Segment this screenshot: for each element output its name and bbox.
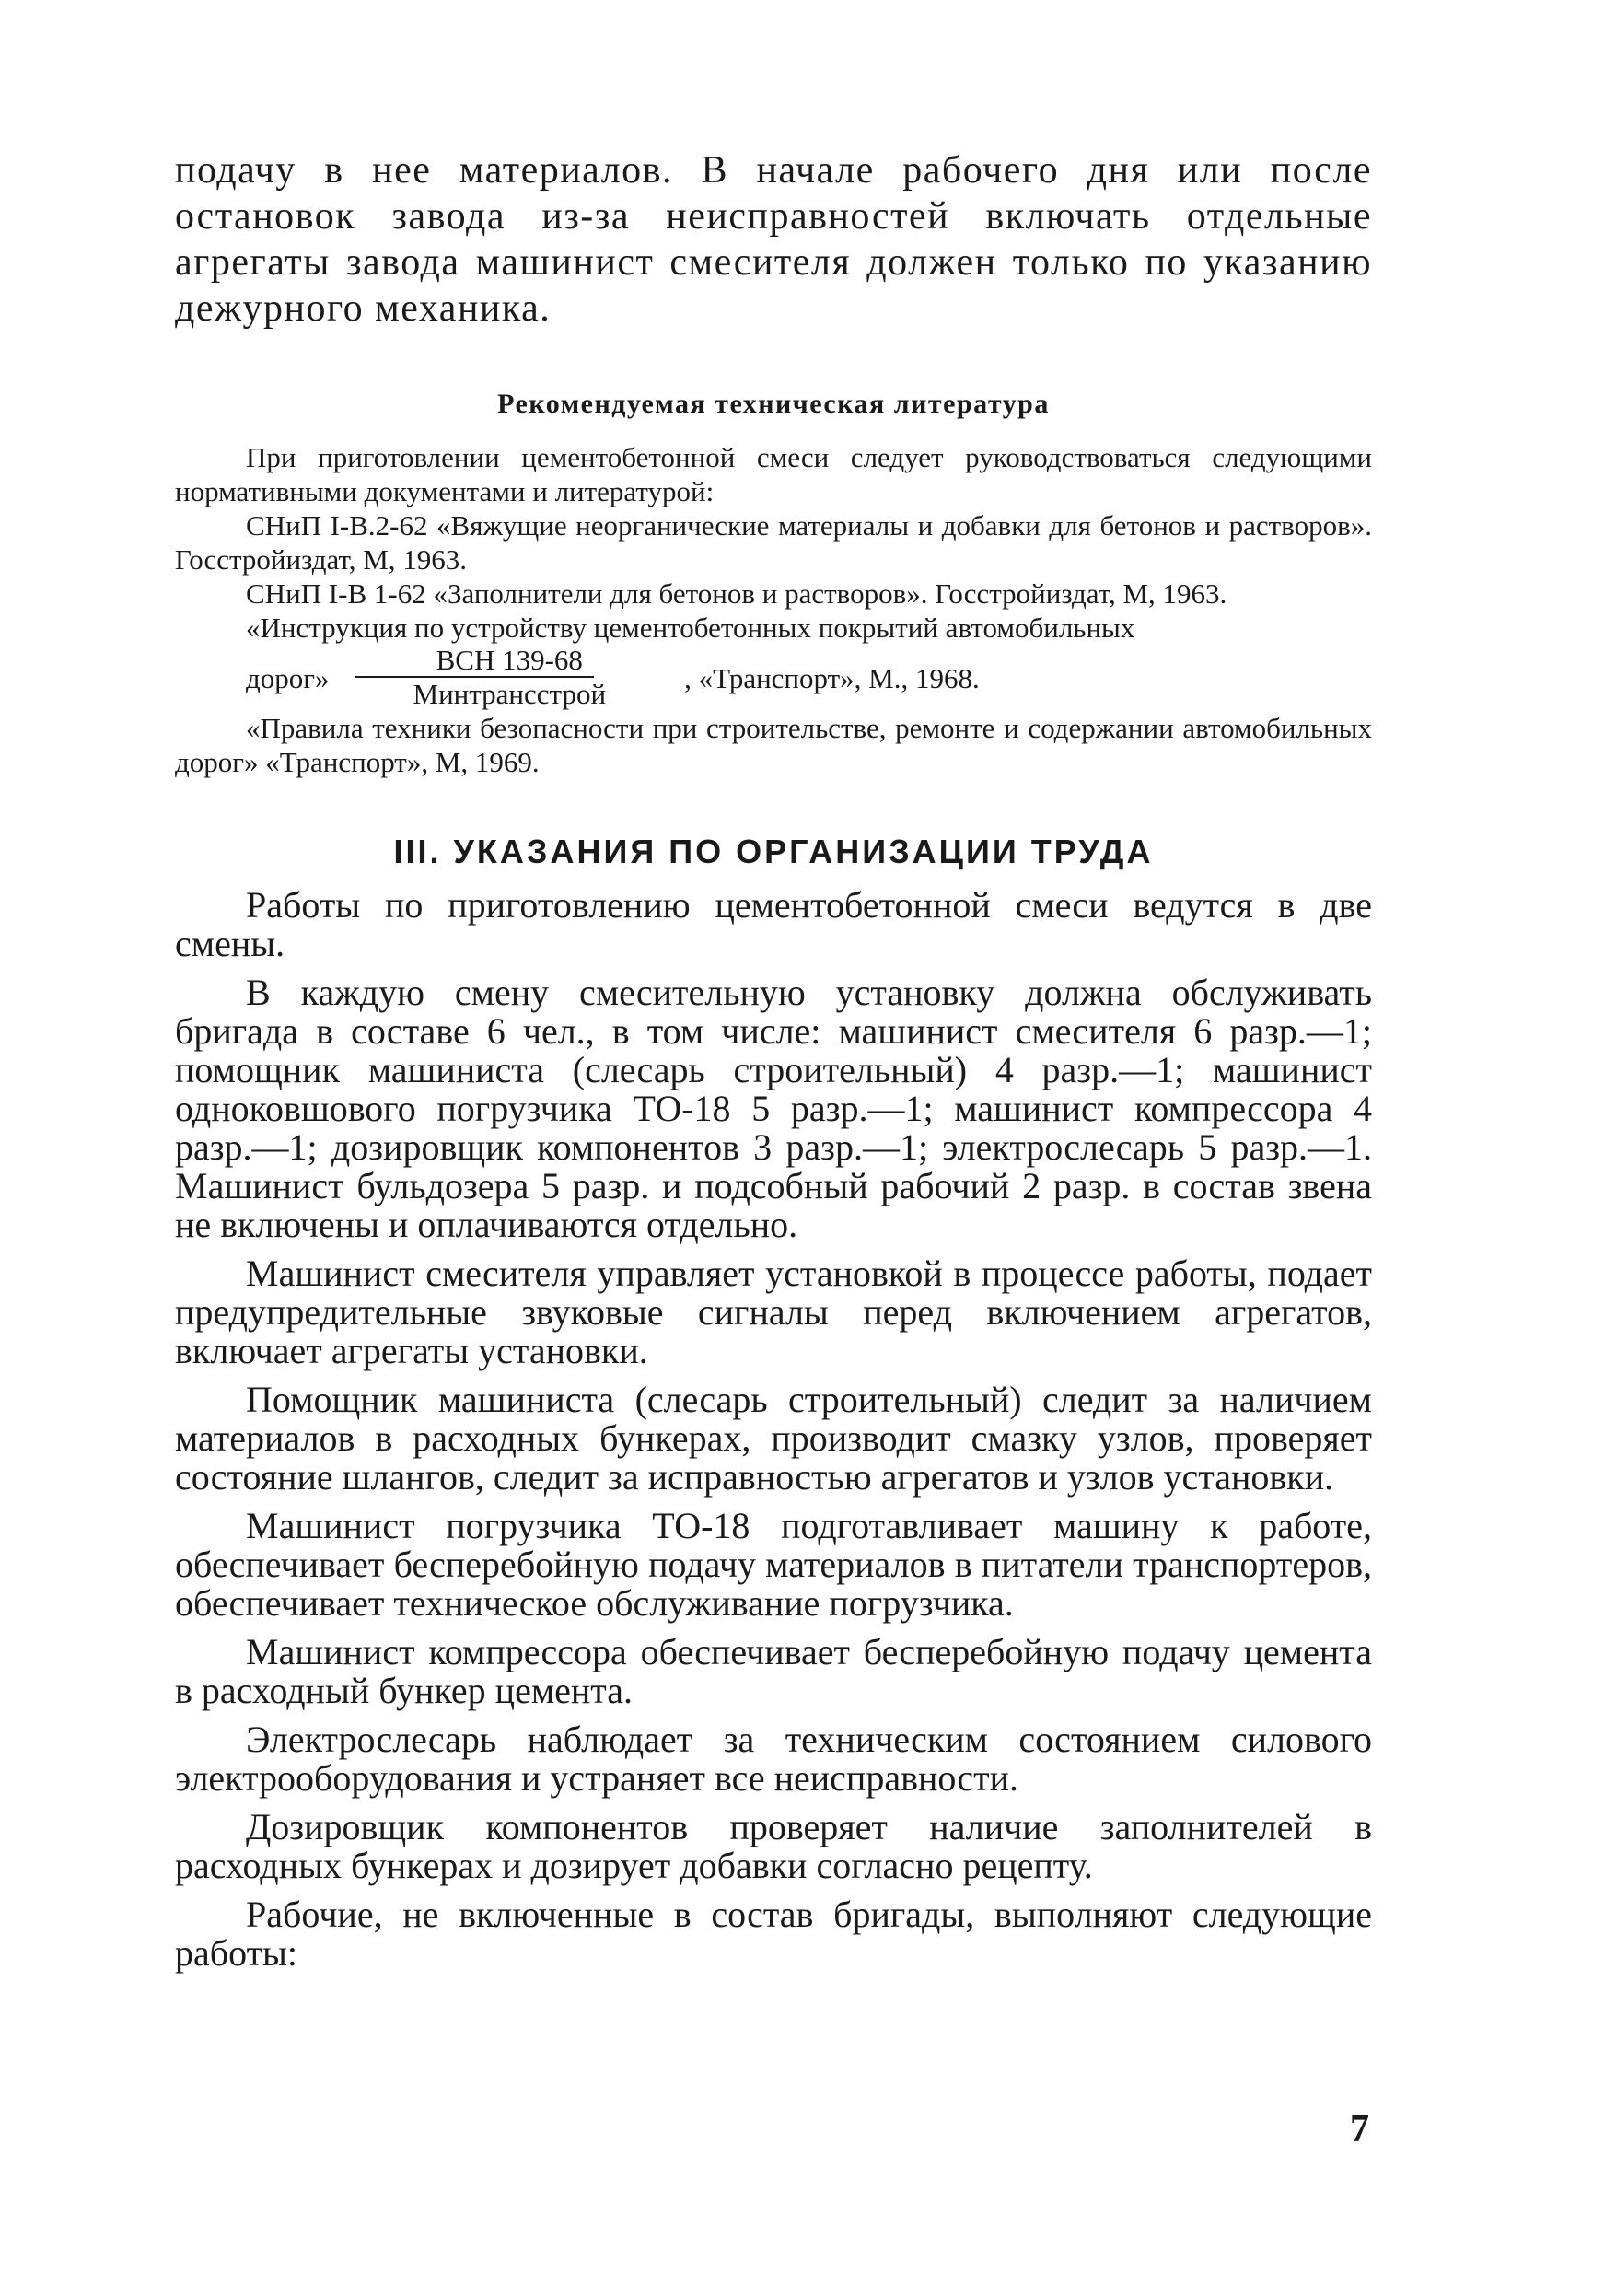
section-body	[175, 886, 1372, 1973]
body-paragraph: Рабочие, не включенные в состав бригады, выполняют следующие работы:	[175, 1894, 1372, 1974]
fraction-denominator: Минтрансстрой	[413, 678, 607, 710]
body-paragraph: Работы по приготовлению цементобетонной смеси ведутся в две смены.	[175, 884, 1372, 964]
body-paragraph: Электрослесарь наблюдает за техническим состоянием силового электрооборудования и устраняет все неисправности.	[175, 1719, 1372, 1799]
literature-list	[175, 440, 1372, 779]
literature-item: «Правила техники безопасности при строительстве, ремонте и содержании автомобильных дорог» «Транспорт», М, 1969.	[175, 712, 1372, 778]
document-page	[175, 147, 1372, 1983]
body-paragraph: В каждую смену смесительную установку должна обслуживать бригада в составе 6 чел., в том числе: машинист смесителя 6 разр.—1; помощник машиниста (слесарь строительный) 4 разр.—1; машинист одноковшового погрузчика ТО-18 5 разр.—1; машинист компрессора 4 разр.—1; дозировщик компонентов 3 разр.—1; электрослесарь 5 разр.—1. Машинист бульдозера 5 разр. и подсобный рабочий 2 разр. в состав звена не включены и оплачиваются отдельно.	[175, 972, 1372, 1245]
literature-item: СНиП I-В.2-62 «Вяжущие неорганические материалы и добавки для бетонов и растворов». Госстройиздат, М, 1963.	[175, 509, 1372, 576]
literature-item: СНиП I-В 1-62 «Заполнители для бетонов и растворов». Госстройиздат, М, 1963.	[246, 577, 1227, 610]
page-number: 7	[1350, 2108, 1369, 2150]
body-paragraph: Дозировщик компонентов проверяет наличие заполнителей в расходных бункерах и дозирует добавки согласно рецепту.	[175, 1806, 1372, 1886]
literature-intro: При приготовлении цементобетонной смеси следует руководствоваться следующими нормативными документами и литературой:	[175, 441, 1372, 507]
body-paragraph: Машинист погрузчика ТО-18 подготавливает машину к работе, обеспечивает бесперебойную подачу материалов в питатели транспортеров, обеспечивает техническое обслуживание погрузчика.	[175, 1505, 1372, 1624]
literature-heading: Рекомендуемая техническая литература	[497, 389, 1050, 419]
literature-item-instruction-continuation	[175, 645, 1372, 711]
body-paragraph: Помощник машиниста (слесарь строительный) следит за наличием материалов в расходных бункерах, производит смазку узлов, проверяет состояние шлангов, следит за исправностью агрегатов и узлов установки.	[175, 1379, 1372, 1498]
instruction-suffix: , «Транспорт», М., 1968.	[684, 661, 980, 694]
body-paragraph: Машинист смесителя управляет установкой в процессе работы, подает предупредительные звуковые сигналы перед включением агрегатов, включает агрегаты установки.	[175, 1253, 1372, 1371]
document-code-fraction	[343, 645, 607, 711]
fraction-numerator: ВСН 139-68	[355, 645, 594, 678]
section-heading: III. УКАЗАНИЯ ПО ОРГАНИЗАЦИИ ТРУДА	[393, 833, 1154, 870]
literature-item-instruction: «Инструкция по устройству цементобетонных покрытий автомобильных	[246, 612, 1135, 644]
lead-paragraph: подачу в нее материалов. В начале рабочего дня или после остановок завода из-за неисправностей включать отдельные агрегаты завода машинист смесителя должен только по указанию дежурного механика.	[175, 149, 1372, 330]
instruction-prefix: дорог»	[246, 661, 330, 694]
body-paragraph: Машинист компрессора обеспечивает бесперебойную подачу цемента в расходный бункер цемента.	[175, 1631, 1372, 1711]
